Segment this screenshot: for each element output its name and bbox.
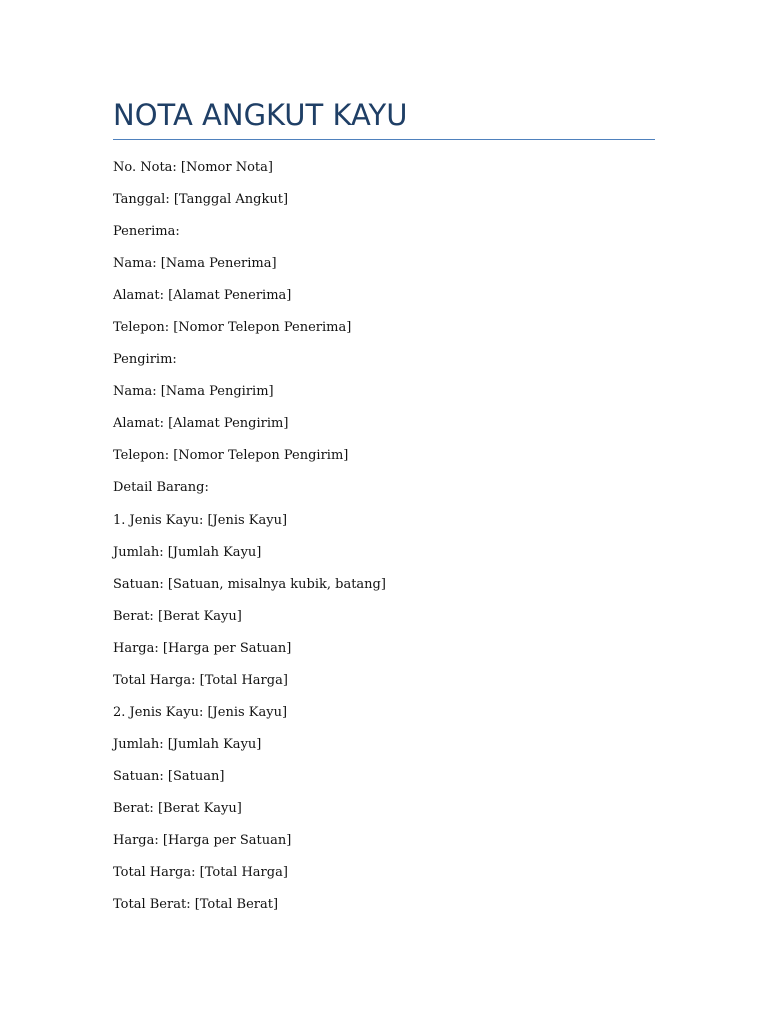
line-detail-barang-heading: Detail Barang: xyxy=(113,480,209,496)
line-pengirim-telepon: Telepon: [Nomor Telepon Pengirim] xyxy=(113,448,349,464)
line-item1-satuan: Satuan: [Satuan, misalnya kubik, batang] xyxy=(113,576,386,592)
line-pengirim-alamat: Alamat: [Alamat Pengirim] xyxy=(113,416,289,432)
line-item1-jenis-kayu: 1. Jenis Kayu: [Jenis Kayu] xyxy=(113,512,288,528)
line-item2-berat: Berat: [Berat Kayu] xyxy=(113,800,242,816)
line-penerima-nama: Nama: [Nama Penerima] xyxy=(113,256,277,272)
line-item1-harga: Harga: [Harga per Satuan] xyxy=(113,640,292,656)
line-item2-total-harga: Total Harga: [Total Harga] xyxy=(113,865,288,881)
line-item2-jumlah: Jumlah: [Jumlah Kayu] xyxy=(113,736,262,752)
line-pengirim-nama: Nama: [Nama Pengirim] xyxy=(113,384,274,400)
line-item1-total-harga: Total Harga: [Total Harga] xyxy=(113,672,288,688)
line-item2-harga: Harga: [Harga per Satuan] xyxy=(113,832,292,848)
title-underline xyxy=(113,139,655,140)
line-total-berat: Total Berat: [Total Berat] xyxy=(113,897,279,913)
line-item2-satuan: Satuan: [Satuan] xyxy=(113,768,225,784)
line-pengirim-heading: Pengirim: xyxy=(113,352,177,368)
document-title: NOTA ANGKUT KAYU xyxy=(113,98,408,132)
line-penerima-alamat: Alamat: [Alamat Penerima] xyxy=(113,288,292,304)
line-penerima-heading: Penerima: xyxy=(113,224,180,240)
line-item1-jumlah: Jumlah: [Jumlah Kayu] xyxy=(113,544,262,560)
line-no-nota: No. Nota: [Nomor Nota] xyxy=(113,160,273,175)
document-body xyxy=(113,157,386,926)
line-penerima-telepon: Telepon: [Nomor Telepon Penerima] xyxy=(113,320,352,336)
line-tanggal: Tanggal: [Tanggal Angkut] xyxy=(113,192,289,208)
line-item1-berat: Berat: [Berat Kayu] xyxy=(113,608,242,624)
line-item2-jenis-kayu: 2. Jenis Kayu: [Jenis Kayu] xyxy=(113,704,288,720)
